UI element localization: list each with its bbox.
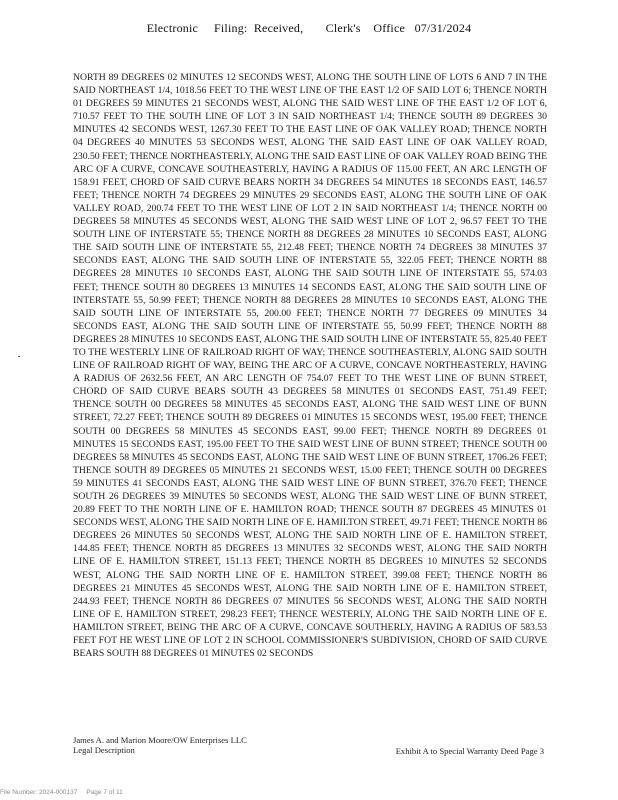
legal-description-text: NORTH 89 DEGREES 02 MINUTES 12 SECONDS WEST, ALONG THE SOUTH LINE OF LOTS 6 AND 7 IN THE SAID NORTHEAST 1/4, 1018.56 FEET TO THE WEST LINE OF THE EAST 1/2 OF SAID LOT 6; THENCE NORTH 01 DEGREES 59 MINUTES 21 SECONDS WEST, ALONG THE SAID WEST LINE OF THE EAST 1/2 OF LOT 6, 710.57 FEET TO THE SOUTH LINE OF LOT 3 IN SAID NORTHEAST 1/4; THENCE SOUTH 89 DEGREES 30 MINUTES 42 SECONDS WEST, 1267.30 FEET TO THE EAST LINE OF OAK VALLEY ROAD; THENCE NORTH 04 DEGREES 40 MINUTES 53 SECONDS WEST, ALONG THE SAID EAST LINE OF OAK VALLEY ROAD, 230.50 FEET; THENCE NORTHEASTERLY, ALONG THE SAID EAST LINE OF OAK VALLEY ROAD BEING THE ARC OF A CURVE, CONCAVE SOUTHEASTERLY, HAVING A RADIUS OF 115.00 FEET, AN ARC LENGTH OF 158.91 FEET, CHORD OF SAID CURVE BEARS NORTH 34 DEGREES 54 MINUTES 18 SECONDS EAST, 146.57 FEET; THENCE NORTH 74 DEGREES 29 MINUTES 29 SECONDS EAST, ALONG THE SOUTH LINE OF OAK VALLEY ROAD, 200.74 FEET TO THE WEST LINE OF LOT 2 IN SAID NORTHEAST 1/4; THENCE NORTH 00 DEGREES 58 MINUTES 45 SECONDS WEST, ALONG THE SAID WEST LINE OF LOT 2, 96.57 FEET TO THE SOUTH LINE OF INTERSTATE 55; THENCE NORTH 88 DEGREES 28 MINUTES 10 SECONDS EAST, ALONG THE SAID SOUTH LINE OF INTERSTATE 55, 212.48 FEET; THENCE NORTH 74 DEGREES 38 MINUTES 37 SECONDS EAST, ALONG THE SAID SOUTH LINE OF INTERSTATE 55, 322.05 FEET; THENCE NORTH 88 DEGREES 28 MINUTES 10 SECONDS EAST, ALONG THE SAID SOUTH LINE OF INTERSTATE 55, 574.03 FEET; THENCE SOUTH 80 DEGREES 13 MINUTES 14 SECONDS EAST, ALONG THE SAID SOUTH LINE OF INTERSTATE 55, 50.99 FEET; THENCE NORTH 88 DEGREES 28 MINUTES 10 SECONDS EAST, ALONG THE SAID SOUTH LINE OF INTERSTATE 55, 200.00 FEET; THENCE NORTH 77 DEGREES 09 MINUTES 34 SECONDS EAST, ALONG THE SAID SOUTH LINE OF INTERSTATE 55, 50.99 FEET; THENCE NORTH 88 DEGREES 28 MINUTES 10 SECONDS EAST, ALONG THE SAID SOUTH LINE OF INTERSTATE 55, 825.40 FEET TO THE WESTERLY LINE OF RAILROAD RIGHT OF WAY; THENCE SOUTHEASTERLY, ALONG SAID SOUTH LINE OF RAILROAD RIGHT OF WAY, BEING THE ARC OF A CURVE, CONCAVE NORTHEASTERLY, HAVING A RADIUS OF 2632.56 FEET, AN ARC LENGTH OF 754.07 FEET TO THE WEST LINE OF BUNN STREET, CHORD OF SAID CURVE BEARS SOUTH 43 DEGREES 58 MINUTES 01 SECONDS EAST, 751.49 FEET; THENCE SOUTH 00 DEGREES 58 MINUTES 45 SECONDS EAST, ALONG THE SAID WEST LINE OF BUNN STREET, 72.27 FEET; THENCE SOUTH 89 DEGREES 01 MINUTES 15 SECONDS WEST, 195.00 FEET; THENCE SOUTH 00 DEGREES 58 MINUTES 45 SECONDS EAST, 99.00 FEET; THENCE NORTH 89 DEGREES 01 MINUTES 15 SECONDS EAST, 195.00 FEET TO THE SAID WEST LINE OF BUNN STREET; THENCE SOUTH 00 DEGREES 58 MINUTES 45 SECONDS EAST, ALONG THE SAID WEST LINE OF BUNN STREET, 1706.26 FEET; THENCE SOUTH 89 DEGREES 05 MINUTES 21 SECONDS WEST, 15.00 FEET; THENCE SOUTH 00 DEGREES 59 MINUTES 41 SECONDS EAST, ALONG THE SAID WEST LINE OF BUNN STREET, 376.70 FEET; THENCE SOUTH 26 DEGREES 39 MINUTES 50 SECONDS WEST, ALONG THE SAID WEST LINE OF BUNN STREET, 20.89 FEET TO THE NORTH LINE OF E. HAMILTON ROAD; THENCE SOUTH 87 DEGREES 45 MINUTES 01 SECONDS WEST, ALONG THE SAID NORTH LINE OF E. HAMILTON STREET, 49.71 FEET; THENCE NORTH 86 DEGREES 26 MINUTES 50 SECONDS WEST, ALONG THE SAID NORTH LINE OF E. HAMILTON STREET, 144.85 FEET; THENCE NORTH 85 DEGREES 13 MINUTES 32 SECONDS WEST, ALONG THE SAID NORTH LINE OF E. HAMILTON STREET, 151.13 FEET; THENCE NORTH 85 DEGREES 10 MINUTES 52 SECONDS WEST, ALONG THE SAID NORTH LINE OF E. HAMILTON STREET, 399.08 FEET; THENCE NORTH 86 DEGREES 21 MINUTES 45 SECONDS WEST, ALONG THE SAID NORTH LINE OF E. HAMILTON STREET, 244.93 FEET; THENCE NORTH 86 DEGREES 07 MINUTES 56 SECONDS WEST, ALONG THE SAID NORTH LINE OF E. HAMILTON STREET, 298.23 FEET; THENCE WESTERLY, ALONG THE SAID NORTH LINE OF E. HAMILTON STREET, BEING THE ARC OF A CURVE, CONCAVE SOUTHERLY, HAVING A RADIUS OF 583.53 FEET FOT HE WEST LINE OF LOT 2 IN SCHOOL COMMISSIONER'S SUBDIVISION, CHORD OF SAID CURVE BEARS SOUTH 88 DEGREES 01 MINUTES 02 SECONDS (73, 72, 547, 660)
footer-parties: James A. and Marion Moore/OW Enterprises LLC (73, 735, 247, 745)
margin-mark (18, 356, 20, 357)
filing-stamp: Electronic Filing: Received, Clerk's Office 07/31/2024 (146, 21, 472, 35)
file-number-strip: File Number: 2024-000137 Page 7 of 11 (0, 789, 123, 796)
footer-left (73, 735, 247, 755)
footer-doc-type: Legal Description (73, 745, 135, 755)
footer-exhibit-label: Exhibit A to Special Warranty Deed Page 3 (395, 746, 544, 756)
